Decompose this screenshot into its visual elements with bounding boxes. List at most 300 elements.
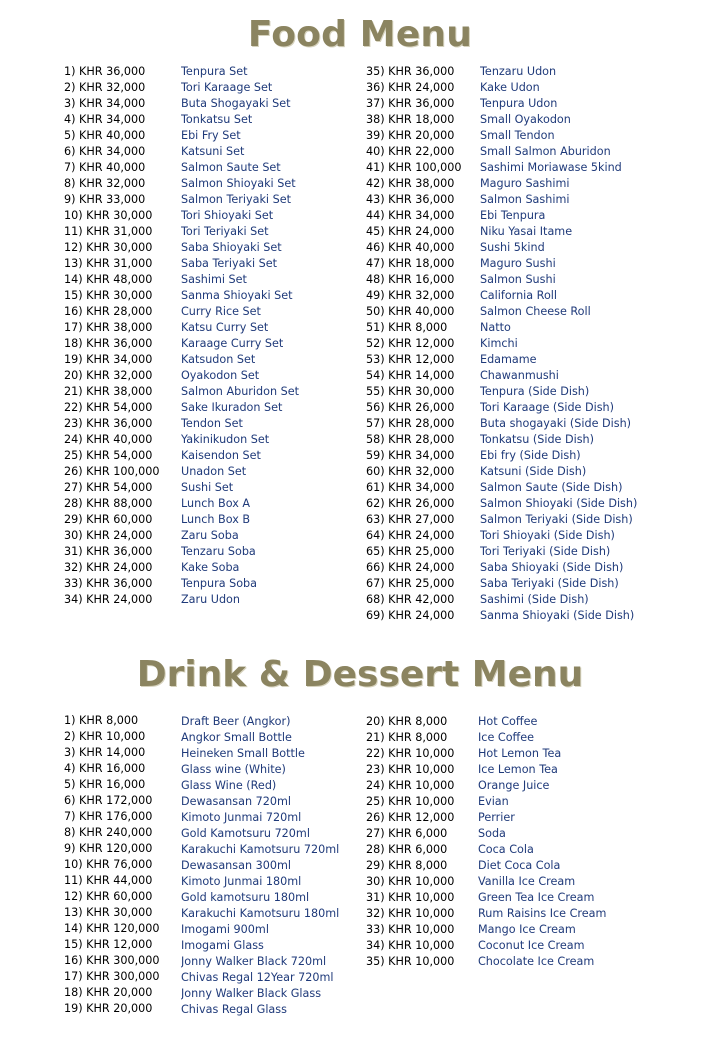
menu-item-name: Evian xyxy=(478,795,509,808)
menu-item-name: Tori Teriyaki Set xyxy=(181,225,269,238)
menu-item-name: Dewasansan 300ml xyxy=(181,859,291,872)
menu-item-row xyxy=(366,923,708,939)
menu-item-price: 48) KHR 16,000 xyxy=(366,273,455,286)
menu-item-row xyxy=(366,129,710,145)
menu-item-price: 66) KHR 24,000 xyxy=(366,561,455,574)
menu-item-price: 52) KHR 12,000 xyxy=(366,337,455,350)
menu-item-price: 9) KHR 120,000 xyxy=(64,842,153,855)
menu-item-name: Sashimi Set xyxy=(181,273,247,286)
menu-item-name: Salmon Shioyaki Set xyxy=(181,177,296,190)
menu-item-name: Small Tendon xyxy=(480,129,555,142)
menu-item-name: Curry Rice Set xyxy=(181,305,261,318)
menu-item-price: 4) KHR 16,000 xyxy=(64,762,146,775)
menu-item-row xyxy=(64,417,361,433)
food-menu-left-column xyxy=(64,65,361,609)
menu-item-name: Draft Beer (Angkor) xyxy=(181,715,291,728)
menu-item-name: Salmon Shioyaki (Side Dish) xyxy=(480,497,638,510)
menu-item-row xyxy=(64,145,361,161)
menu-item-price: 34) KHR 10,000 xyxy=(366,939,455,952)
menu-item-name: Tenzaru Soba xyxy=(181,545,256,558)
menu-item-row xyxy=(64,561,361,577)
menu-item-name: Tenpura Soba xyxy=(181,577,258,590)
menu-item-price: 14) KHR 48,000 xyxy=(64,273,153,286)
menu-item-name: Sashimi (Side Dish) xyxy=(480,593,589,606)
menu-item-row xyxy=(64,337,361,353)
menu-item-row xyxy=(366,145,710,161)
menu-item-name: Diet Coca Cola xyxy=(478,859,561,872)
menu-item-row xyxy=(64,385,361,401)
menu-item-name: Salmon Saute Set xyxy=(181,161,281,174)
menu-item-row xyxy=(366,939,708,955)
menu-item-name: Ebi Fry Set xyxy=(181,129,241,142)
menu-item-row xyxy=(366,747,708,763)
menu-item-price: 60) KHR 32,000 xyxy=(366,465,455,478)
menu-item-name: Unadon Set xyxy=(181,465,247,478)
menu-item-price: 30) KHR 24,000 xyxy=(64,529,153,542)
menu-item-row xyxy=(366,209,710,225)
menu-item-row xyxy=(366,369,710,385)
menu-item-name: Natto xyxy=(480,321,511,334)
menu-item-name: Sushi 5kind xyxy=(480,241,545,254)
menu-item-price: 51) KHR 8,000 xyxy=(366,321,448,334)
menu-item-name: Tori Karaage (Side Dish) xyxy=(480,401,615,414)
menu-item-name: Coca Cola xyxy=(478,843,534,856)
menu-item-price: 32) KHR 10,000 xyxy=(366,907,455,920)
menu-item-name: Oyakodon Set xyxy=(181,369,260,382)
menu-item-price: 13) KHR 30,000 xyxy=(64,906,153,919)
menu-item-row xyxy=(366,225,710,241)
menu-item-price: 23) KHR 10,000 xyxy=(366,763,455,776)
menu-item-row xyxy=(366,305,710,321)
menu-item-name: Chawanmushi xyxy=(480,369,559,382)
menu-item-name: Yakinikudon Set xyxy=(181,433,270,446)
menu-item-price: 2) KHR 10,000 xyxy=(64,730,146,743)
menu-item-row xyxy=(366,465,710,481)
menu-item-row xyxy=(366,433,710,449)
menu-item-row xyxy=(64,129,361,145)
menu-item-price: 3) KHR 34,000 xyxy=(64,97,146,110)
menu-item-name: Small Oyakodon xyxy=(480,113,571,126)
menu-item-price: 16) KHR 28,000 xyxy=(64,305,153,318)
menu-item-price: 7) KHR 40,000 xyxy=(64,161,146,174)
menu-item-name: Glass wine (White) xyxy=(181,763,286,776)
menu-item-row xyxy=(366,353,710,369)
menu-item-name: Tonkatsu Set xyxy=(181,113,253,126)
menu-item-name: Saba Shioyaki Set xyxy=(181,241,282,254)
menu-item-name: Tori Shioyaki Set xyxy=(181,209,274,222)
menu-item-price: 9) KHR 33,000 xyxy=(64,193,146,206)
menu-item-name: Karakuchi Kamotsuru 720ml xyxy=(181,843,340,856)
menu-item-price: 29) KHR 8,000 xyxy=(366,859,448,872)
menu-item-row xyxy=(366,113,710,129)
menu-item-price: 47) KHR 18,000 xyxy=(366,257,455,270)
menu-item-price: 41) KHR 100,000 xyxy=(366,161,462,174)
menu-item-name: Lunch Box A xyxy=(181,497,251,510)
menu-item-price: 22) KHR 54,000 xyxy=(64,401,153,414)
menu-item-name: Chivas Regal Glass xyxy=(181,1003,287,1016)
menu-item-name: Tendon Set xyxy=(181,417,243,430)
menu-item-name: Salmon Teriyaki (Side Dish) xyxy=(480,513,633,526)
menu-item-price: 26) KHR 100,000 xyxy=(64,465,160,478)
menu-item-price: 25) KHR 10,000 xyxy=(366,795,455,808)
menu-item-row xyxy=(64,874,361,890)
food-menu-title: Food Menu xyxy=(247,14,473,55)
menu-item-row xyxy=(64,481,361,497)
menu-item-name: Tenpura Set xyxy=(181,65,248,78)
menu-item-price: 10) KHR 30,000 xyxy=(64,209,153,222)
menu-item-row xyxy=(64,529,361,545)
menu-item-row xyxy=(64,209,361,225)
menu-item-price: 35) KHR 10,000 xyxy=(366,955,455,968)
menu-item-row xyxy=(366,337,710,353)
menu-item-price: 28) KHR 88,000 xyxy=(64,497,153,510)
menu-item-price: 12) KHR 60,000 xyxy=(64,890,153,903)
menu-item-row xyxy=(64,113,361,129)
menu-item-name: Lunch Box B xyxy=(181,513,251,526)
menu-item-name: Heineken Small Bottle xyxy=(181,747,305,760)
menu-item-row xyxy=(366,891,708,907)
menu-item-name: Sanma Shioyaki Set xyxy=(181,289,293,302)
menu-item-row xyxy=(64,714,361,730)
menu-item-row xyxy=(366,481,710,497)
menu-item-price: 19) KHR 34,000 xyxy=(64,353,153,366)
menu-item-row xyxy=(366,795,708,811)
menu-item-name: Dewasansan 720ml xyxy=(181,795,291,808)
menu-item-price: 34) KHR 24,000 xyxy=(64,593,153,606)
menu-item-name: Tenzaru Udon xyxy=(480,65,557,78)
menu-item-price: 31) KHR 36,000 xyxy=(64,545,153,558)
menu-item-row xyxy=(64,513,361,529)
drink-menu-right-column xyxy=(366,715,708,971)
menu-item-name: Salmon Aburidon Set xyxy=(181,385,299,398)
menu-item-name: Saba Teriyaki Set xyxy=(181,257,277,270)
menu-item-row xyxy=(366,529,710,545)
menu-item-row xyxy=(366,257,710,273)
menu-item-row xyxy=(64,954,361,970)
menu-item-price: 15) KHR 30,000 xyxy=(64,289,153,302)
menu-item-row xyxy=(64,986,361,1002)
menu-item-row xyxy=(64,289,361,305)
menu-item-name: Kimoto Junmai 720ml xyxy=(181,811,302,824)
menu-item-row xyxy=(64,593,361,609)
menu-item-row xyxy=(64,762,361,778)
menu-item-row xyxy=(366,513,710,529)
menu-item-price: 13) KHR 31,000 xyxy=(64,257,153,270)
menu-item-price: 27) KHR 6,000 xyxy=(366,827,448,840)
menu-item-row xyxy=(64,810,361,826)
menu-item-name: Ebi fry (Side Dish) xyxy=(480,449,581,462)
menu-item-name: Salmon Teriyaki Set xyxy=(181,193,291,206)
menu-item-price: 65) KHR 25,000 xyxy=(366,545,455,558)
menu-item-name: Maguro Sashimi xyxy=(480,177,570,190)
menu-item-name: Niku Yasai Itame xyxy=(480,225,573,238)
menu-item-price: 49) KHR 32,000 xyxy=(366,289,455,302)
menu-item-name: Buta Shogayaki Set xyxy=(181,97,291,110)
menu-item-name: Salmon Saute (Side Dish) xyxy=(480,481,623,494)
menu-item-price: 28) KHR 6,000 xyxy=(366,843,448,856)
menu-item-row xyxy=(366,843,708,859)
menu-item-row xyxy=(64,842,361,858)
menu-item-price: 38) KHR 18,000 xyxy=(366,113,455,126)
menu-item-name: Salmon Sashimi xyxy=(480,193,570,206)
menu-item-price: 21) KHR 38,000 xyxy=(64,385,153,398)
menu-item-name: Green Tea Ice Cream xyxy=(478,891,595,904)
menu-item-row xyxy=(366,497,710,513)
menu-item-price: 26) KHR 12,000 xyxy=(366,811,455,824)
menu-item-price: 4) KHR 34,000 xyxy=(64,113,146,126)
menu-item-name: Jonny Walker Black Glass xyxy=(181,987,322,1000)
menu-item-name: Buta shogayaki (Side Dish) xyxy=(480,417,632,430)
menu-item-name: Katsuni Set xyxy=(181,145,245,158)
menu-item-name: Gold kamotsuru 180ml xyxy=(181,891,310,904)
menu-item-row xyxy=(366,593,710,609)
menu-item-price: 33) KHR 36,000 xyxy=(64,577,153,590)
menu-item-name: Sashimi Moriawase 5kind xyxy=(480,161,622,174)
menu-item-price: 59) KHR 34,000 xyxy=(366,449,455,462)
menu-item-name: Zaru Soba xyxy=(181,529,239,542)
menu-item-name: Ebi Tenpura xyxy=(480,209,546,222)
menu-item-price: 22) KHR 10,000 xyxy=(366,747,455,760)
menu-item-price: 24) KHR 40,000 xyxy=(64,433,153,446)
menu-item-name: Tori Karaage Set xyxy=(181,81,273,94)
menu-item-name: Kimoto Junmai 180ml xyxy=(181,875,302,888)
menu-item-row xyxy=(64,794,361,810)
menu-item-row xyxy=(366,907,708,923)
menu-item-row xyxy=(366,715,708,731)
menu-item-row xyxy=(64,433,361,449)
menu-item-name: Kimchi xyxy=(480,337,518,350)
drink-dessert-menu-title: Drink & Dessert Menu xyxy=(136,654,584,695)
menu-item-row xyxy=(366,417,710,433)
menu-item-name: Sanma Shioyaki (Side Dish) xyxy=(480,609,635,622)
menu-item-row xyxy=(366,65,710,81)
menu-item-price: 30) KHR 10,000 xyxy=(366,875,455,888)
menu-item-price: 15) KHR 12,000 xyxy=(64,938,153,951)
menu-item-price: 12) KHR 30,000 xyxy=(64,241,153,254)
menu-item-price: 32) KHR 24,000 xyxy=(64,561,153,574)
menu-item-price: 39) KHR 20,000 xyxy=(366,129,455,142)
menu-item-price: 57) KHR 28,000 xyxy=(366,417,455,430)
menu-item-name: Salmon Cheese Roll xyxy=(480,305,591,318)
menu-item-row xyxy=(64,353,361,369)
menu-item-price: 20) KHR 32,000 xyxy=(64,369,153,382)
menu-item-row xyxy=(366,763,708,779)
menu-item-name: Hot Lemon Tea xyxy=(478,747,562,760)
menu-item-price: 36) KHR 24,000 xyxy=(366,81,455,94)
menu-item-name: Small Salmon Aburidon xyxy=(480,145,611,158)
menu-item-row xyxy=(366,875,708,891)
menu-item-row xyxy=(64,225,361,241)
menu-item-price: 5) KHR 16,000 xyxy=(64,778,146,791)
menu-item-price: 27) KHR 54,000 xyxy=(64,481,153,494)
menu-item-row xyxy=(366,561,710,577)
menu-item-name: Katsuni (Side Dish) xyxy=(480,465,587,478)
menu-item-row xyxy=(366,273,710,289)
menu-item-price: 25) KHR 54,000 xyxy=(64,449,153,462)
menu-item-row xyxy=(64,449,361,465)
menu-item-row xyxy=(366,545,710,561)
menu-item-row xyxy=(366,401,710,417)
menu-item-row xyxy=(64,273,361,289)
menu-item-row xyxy=(366,811,708,827)
menu-item-row xyxy=(64,778,361,794)
menu-item-price: 8) KHR 32,000 xyxy=(64,177,146,190)
menu-item-price: 14) KHR 120,000 xyxy=(64,922,160,935)
menu-item-price: 2) KHR 32,000 xyxy=(64,81,146,94)
menu-item-price: 11) KHR 31,000 xyxy=(64,225,153,238)
menu-item-row xyxy=(366,97,710,113)
menu-item-price: 69) KHR 24,000 xyxy=(366,609,455,622)
menu-item-row xyxy=(366,161,710,177)
menu-item-name: California Roll xyxy=(480,289,558,302)
menu-item-name: Kaisendon Set xyxy=(181,449,261,462)
menu-item-price: 23) KHR 36,000 xyxy=(64,417,153,430)
menu-item-name: Sushi Set xyxy=(181,481,234,494)
menu-item-row xyxy=(64,257,361,273)
menu-item-price: 21) KHR 8,000 xyxy=(366,731,448,744)
menu-item-price: 37) KHR 36,000 xyxy=(366,97,455,110)
menu-item-row xyxy=(64,161,361,177)
menu-item-price: 7) KHR 176,000 xyxy=(64,810,153,823)
menu-item-row xyxy=(64,1002,361,1018)
menu-item-price: 3) KHR 14,000 xyxy=(64,746,146,759)
menu-item-name: Maguro Sushi xyxy=(480,257,556,270)
menu-item-price: 6) KHR 172,000 xyxy=(64,794,153,807)
menu-item-name: Orange Juice xyxy=(478,779,550,792)
menu-item-price: 54) KHR 14,000 xyxy=(366,369,455,382)
menu-item-price: 19) KHR 20,000 xyxy=(64,1002,153,1015)
menu-item-price: 1) KHR 36,000 xyxy=(64,65,146,78)
menu-item-price: 42) KHR 38,000 xyxy=(366,177,455,190)
menu-item-row xyxy=(64,177,361,193)
menu-item-name: Tonkatsu (Side Dish) xyxy=(480,433,594,446)
menu-item-price: 24) KHR 10,000 xyxy=(366,779,455,792)
menu-item-price: 18) KHR 20,000 xyxy=(64,986,153,999)
menu-item-row xyxy=(64,906,361,922)
menu-item-name: Tori Teriyaki (Side Dish) xyxy=(480,545,611,558)
menu-item-name: Imogami 900ml xyxy=(181,923,269,936)
menu-item-row xyxy=(366,609,710,625)
menu-item-row xyxy=(366,193,710,209)
menu-item-row xyxy=(366,731,708,747)
menu-item-name: Ice Coffee xyxy=(478,731,535,744)
menu-item-name: Hot Coffee xyxy=(478,715,538,728)
menu-item-name: Imogami Glass xyxy=(181,939,264,952)
menu-item-price: 33) KHR 10,000 xyxy=(366,923,455,936)
menu-item-row xyxy=(64,746,361,762)
menu-item-name: Soda xyxy=(478,827,506,840)
menu-item-row xyxy=(64,826,361,842)
menu-item-row xyxy=(366,177,710,193)
menu-item-name: Salmon Sushi xyxy=(480,273,556,286)
menu-item-name: Tenpura Udon xyxy=(480,97,558,110)
menu-item-price: 62) KHR 26,000 xyxy=(366,497,455,510)
menu-item-row xyxy=(366,241,710,257)
menu-item-price: 16) KHR 300,000 xyxy=(64,954,160,967)
menu-item-name: Gold Kamotsuru 720ml xyxy=(181,827,310,840)
menu-item-row xyxy=(366,955,708,971)
menu-item-row xyxy=(64,545,361,561)
menu-item-name: Rum Raisins Ice Cream xyxy=(478,907,607,920)
menu-item-row xyxy=(366,81,710,97)
food-menu-right-column xyxy=(366,65,710,625)
menu-item-price: 56) KHR 26,000 xyxy=(366,401,455,414)
menu-item-name: Jonny Walker Black 720ml xyxy=(181,955,327,968)
menu-item-name: Katsudon Set xyxy=(181,353,256,366)
menu-item-name: Chocolate Ice Cream xyxy=(478,955,595,968)
menu-item-name: Vanilla Ice Cream xyxy=(478,875,576,888)
menu-item-price: 31) KHR 10,000 xyxy=(366,891,455,904)
menu-item-row xyxy=(64,241,361,257)
menu-item-row xyxy=(64,401,361,417)
menu-item-name: Tenpura (Side Dish) xyxy=(480,385,590,398)
menu-item-price: 68) KHR 42,000 xyxy=(366,593,455,606)
menu-item-row xyxy=(64,81,361,97)
menu-item-price: 10) KHR 76,000 xyxy=(64,858,153,871)
menu-item-price: 53) KHR 12,000 xyxy=(366,353,455,366)
menu-item-row xyxy=(366,779,708,795)
menu-item-price: 50) KHR 40,000 xyxy=(366,305,455,318)
menu-item-row xyxy=(64,922,361,938)
menu-item-row xyxy=(366,321,710,337)
menu-item-name: Karakuchi Kamotsuru 180ml xyxy=(181,907,340,920)
menu-item-name: Glass Wine (Red) xyxy=(181,779,277,792)
menu-item-name: Kake Soba xyxy=(181,561,240,574)
menu-item-row xyxy=(64,97,361,113)
menu-item-price: 8) KHR 240,000 xyxy=(64,826,153,839)
menu-item-row xyxy=(366,859,708,875)
menu-item-name: Saba Shioyaki (Side Dish) xyxy=(480,561,624,574)
menu-item-row xyxy=(64,305,361,321)
menu-item-row xyxy=(64,193,361,209)
menu-item-name: Ice Lemon Tea xyxy=(478,763,558,776)
menu-item-name: Tori Shioyaki (Side Dish) xyxy=(480,529,615,542)
drink-menu-left-column xyxy=(64,714,361,1018)
menu-item-row xyxy=(64,938,361,954)
menu-item-price: 29) KHR 60,000 xyxy=(64,513,153,526)
menu-item-name: Kake Udon xyxy=(480,81,540,94)
menu-item-name: Sake Ikuradon Set xyxy=(181,401,283,414)
menu-item-row xyxy=(64,497,361,513)
menu-item-row xyxy=(64,890,361,906)
menu-item-price: 40) KHR 22,000 xyxy=(366,145,455,158)
menu-item-price: 35) KHR 36,000 xyxy=(366,65,455,78)
menu-item-price: 63) KHR 27,000 xyxy=(366,513,455,526)
menu-item-price: 17) KHR 300,000 xyxy=(64,970,160,983)
menu-item-row xyxy=(366,289,710,305)
menu-item-name: Saba Teriyaki (Side Dish) xyxy=(480,577,619,590)
menu-item-name: Zaru Udon xyxy=(181,593,240,606)
menu-item-name: Chivas Regal 12Year 720ml xyxy=(181,971,334,984)
menu-item-price: 45) KHR 24,000 xyxy=(366,225,455,238)
menu-item-row xyxy=(64,858,361,874)
menu-item-row xyxy=(64,577,361,593)
menu-item-name: Perrier xyxy=(478,811,515,824)
menu-item-price: 44) KHR 34,000 xyxy=(366,209,455,222)
menu-item-row xyxy=(366,827,708,843)
menu-item-price: 58) KHR 28,000 xyxy=(366,433,455,446)
menu-item-price: 20) KHR 8,000 xyxy=(366,715,448,728)
menu-item-price: 6) KHR 34,000 xyxy=(64,145,146,158)
menu-item-price: 5) KHR 40,000 xyxy=(64,129,146,142)
menu-item-price: 17) KHR 38,000 xyxy=(64,321,153,334)
menu-item-price: 64) KHR 24,000 xyxy=(366,529,455,542)
menu-item-price: 1) KHR 8,000 xyxy=(64,714,139,727)
menu-item-price: 67) KHR 25,000 xyxy=(366,577,455,590)
menu-item-price: 11) KHR 44,000 xyxy=(64,874,153,887)
menu-item-row xyxy=(366,385,710,401)
menu-item-row xyxy=(64,970,361,986)
